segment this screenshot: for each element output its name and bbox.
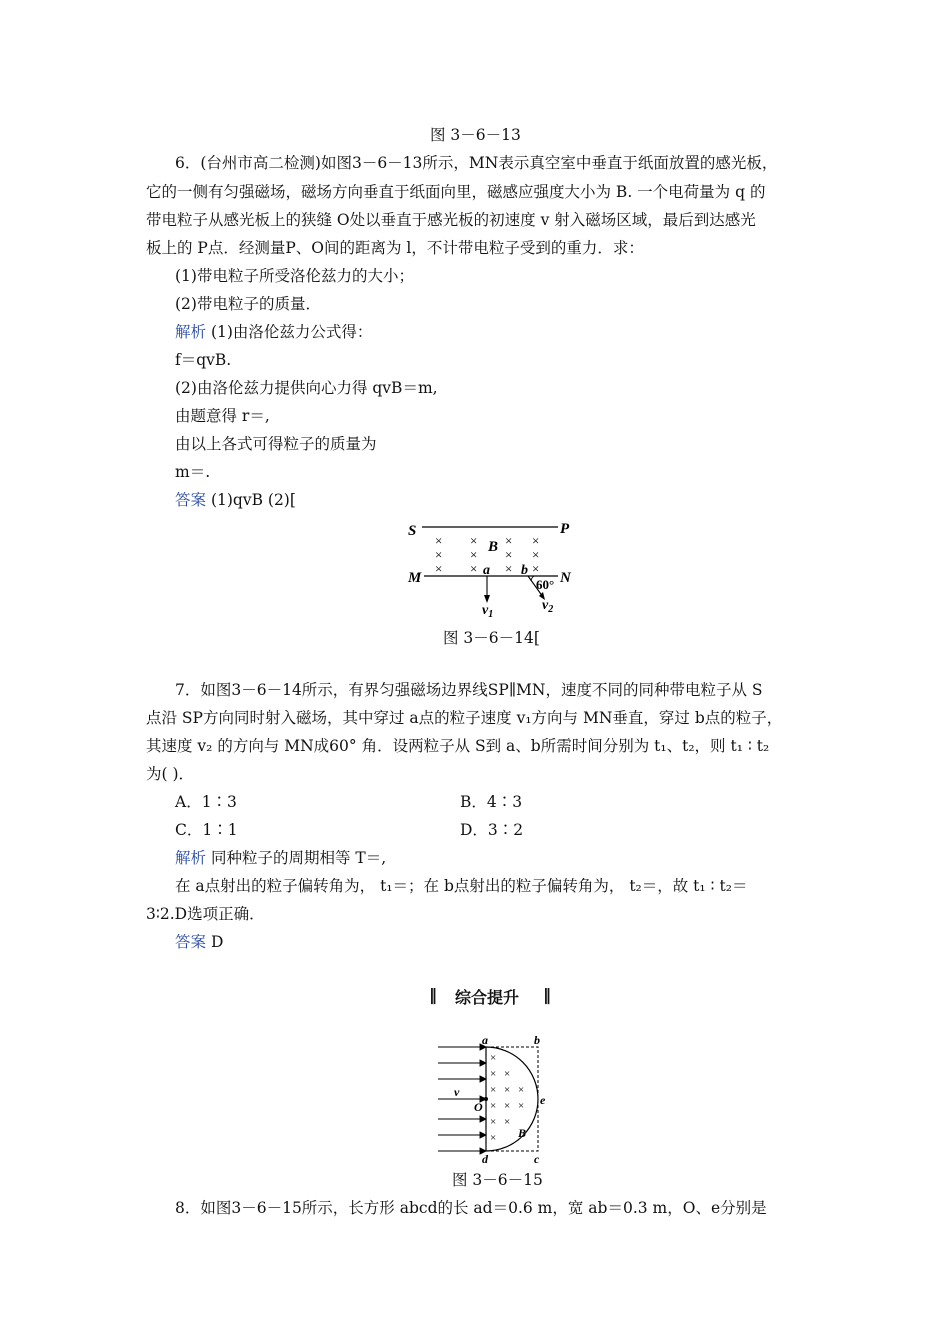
- svg-text:×: ×: [490, 1052, 497, 1064]
- label-c: c: [534, 1152, 540, 1163]
- option-d: D．3∶2: [460, 821, 524, 839]
- svg-text:×: ×: [490, 1116, 497, 1128]
- q6-analysis-4: 由题意得 r＝,: [175, 407, 270, 425]
- svg-text:×: ×: [470, 547, 478, 562]
- svg-text:×: ×: [470, 533, 478, 548]
- svg-text:×: ×: [490, 1084, 497, 1096]
- figure-caption-14: 图 3－6－14[: [443, 629, 540, 647]
- option-a: A．1∶3: [175, 793, 237, 811]
- angle-label: 60°: [536, 577, 555, 592]
- q6-sub-1: (1)带电粒子所受洛伦兹力的大小；: [175, 267, 414, 285]
- q6-line-2: 它的一侧有匀强磁场，磁场方向垂直于纸面向里，磁感应强度大小为 B. 一个电荷量为 q 的: [146, 183, 766, 201]
- label-O: O: [474, 1100, 483, 1114]
- label-e: e: [540, 1093, 546, 1107]
- option-c: C．1∶1: [175, 821, 238, 839]
- q6-analysis-6: m＝.: [175, 463, 211, 481]
- label-N: N: [560, 570, 571, 586]
- svg-text:×: ×: [505, 533, 513, 548]
- q7-answer-text: D: [206, 933, 224, 951]
- q6-line-3: 带电粒子从感光板上的狭缝 O处以垂直于感光板的初速度 v 射入磁场区域，最后到达感光: [146, 211, 756, 229]
- svg-text:×: ×: [490, 1132, 497, 1144]
- q6-analysis-5: 由以上各式可得粒子的质量为: [175, 435, 377, 453]
- svg-text:×: ×: [490, 1068, 497, 1080]
- q7-analysis-2: 在 a点射出的粒子偏转角为， t₁＝；在 b点射出的粒子偏转角为， t₂＝，故 t₁ ∶ t₂＝: [175, 877, 748, 895]
- svg-text:×: ×: [532, 533, 540, 548]
- label-b: b: [521, 563, 528, 578]
- figure-caption-13: 图 3－6－13: [430, 126, 521, 144]
- label-d: d: [482, 1152, 488, 1163]
- svg-text:×: ×: [532, 547, 540, 562]
- q6-analysis-line: [175, 322, 372, 342]
- label-M: M: [408, 570, 422, 586]
- section-left-bar: ‖: [429, 985, 437, 1004]
- svg-text:×: ×: [518, 1100, 525, 1112]
- q7-line-3: 其速度 v₂ 的方向与 MN成60° 角．设两粒子从 S到 a、b所需时间分别为 t₁、t₂，则 t₁ ∶ t₂: [146, 737, 770, 755]
- svg-text:×: ×: [505, 547, 513, 562]
- q6-answer-line: [175, 490, 296, 510]
- section-title: 综合提升: [455, 988, 520, 1007]
- svg-text:×: ×: [470, 561, 478, 576]
- q6-sub-2: (2)带电粒子的质量．: [175, 295, 321, 313]
- q6-answer-text: (1)qvB (2)[: [206, 491, 296, 509]
- svg-text:×: ×: [532, 561, 540, 576]
- label-a: a: [482, 1033, 488, 1047]
- answer-label: 答案: [175, 933, 207, 951]
- q8-line-1: 8．如图3－6－15所示，长方形 abcd的长 ad＝0.6 m，宽 ab＝0.3 m，O、e分别是: [175, 1199, 767, 1217]
- answer-label: 答案: [175, 491, 207, 509]
- q6-line-1: 6．(台州市高二检测)如图3－6－13所示，MN表示真空室中垂直于纸面放置的感光板，: [175, 154, 778, 172]
- option-b: B．4∶3: [460, 793, 523, 811]
- svg-text:×: ×: [504, 1084, 511, 1096]
- q7-line-1: 7．如图3－6－14所示，有界匀强磁场边界线SP∥MN，速度不同的同种带电粒子从 S: [175, 681, 763, 699]
- incident-arrows: [438, 1044, 486, 1154]
- label-P: P: [560, 521, 570, 537]
- analysis-label: 解析: [175, 323, 207, 341]
- q6-analysis-3: (2)由洛伦兹力提供向心力得 qvB＝m,: [175, 379, 438, 397]
- analysis-label: 解析: [175, 849, 207, 867]
- label-v: v: [454, 1085, 460, 1099]
- svg-text:×: ×: [435, 561, 443, 576]
- label-S: S: [408, 523, 417, 539]
- figure-caption-15: 图 3－6－15: [452, 1171, 543, 1189]
- svg-text:×: ×: [435, 533, 443, 548]
- q7-line-2: 点沿 SP方向同时射入磁场，其中穿过 a点的粒子速度 v₁方向与 MN垂直，穿过 b点的粒子，: [146, 709, 783, 727]
- q7-answer-line: [175, 932, 223, 952]
- svg-text:×: ×: [504, 1100, 511, 1112]
- label-b: b: [534, 1033, 540, 1047]
- svg-text:×: ×: [504, 1116, 511, 1128]
- section-right-bar: ‖: [543, 985, 551, 1004]
- label-a: a: [483, 563, 490, 578]
- figure-3-6-15: [428, 1033, 558, 1163]
- svg-text:v1: $v_1$: [482, 603, 494, 620]
- q7-analysis-3: 3∶2.D选项正确．: [146, 905, 265, 923]
- label-B: B: [488, 539, 499, 555]
- svg-text:×: ×: [518, 1084, 525, 1096]
- svg-text:×: ×: [490, 1100, 497, 1112]
- q6-line-4: 板上的 P点．经测量P、O间的距离为 l，不计带电粒子受到的重力．求：: [146, 239, 644, 257]
- q6-analysis-2: f＝qvB.: [175, 351, 232, 369]
- svg-text:×: ×: [504, 1068, 511, 1080]
- figure-3-6-14: [400, 515, 590, 620]
- label-B: B: [518, 1126, 527, 1140]
- q6-analysis-text: (1)由洛伦兹力公式得：: [206, 323, 373, 341]
- q7-line-4: 为( )．: [146, 765, 195, 783]
- svg-text:v2: $v_2$: [542, 598, 554, 615]
- svg-text:×: ×: [505, 561, 513, 576]
- q7-analysis-text: 同种粒子的周期相等 T＝,: [206, 849, 387, 867]
- svg-text:×: ×: [435, 547, 443, 562]
- q7-analysis-line: [175, 848, 386, 868]
